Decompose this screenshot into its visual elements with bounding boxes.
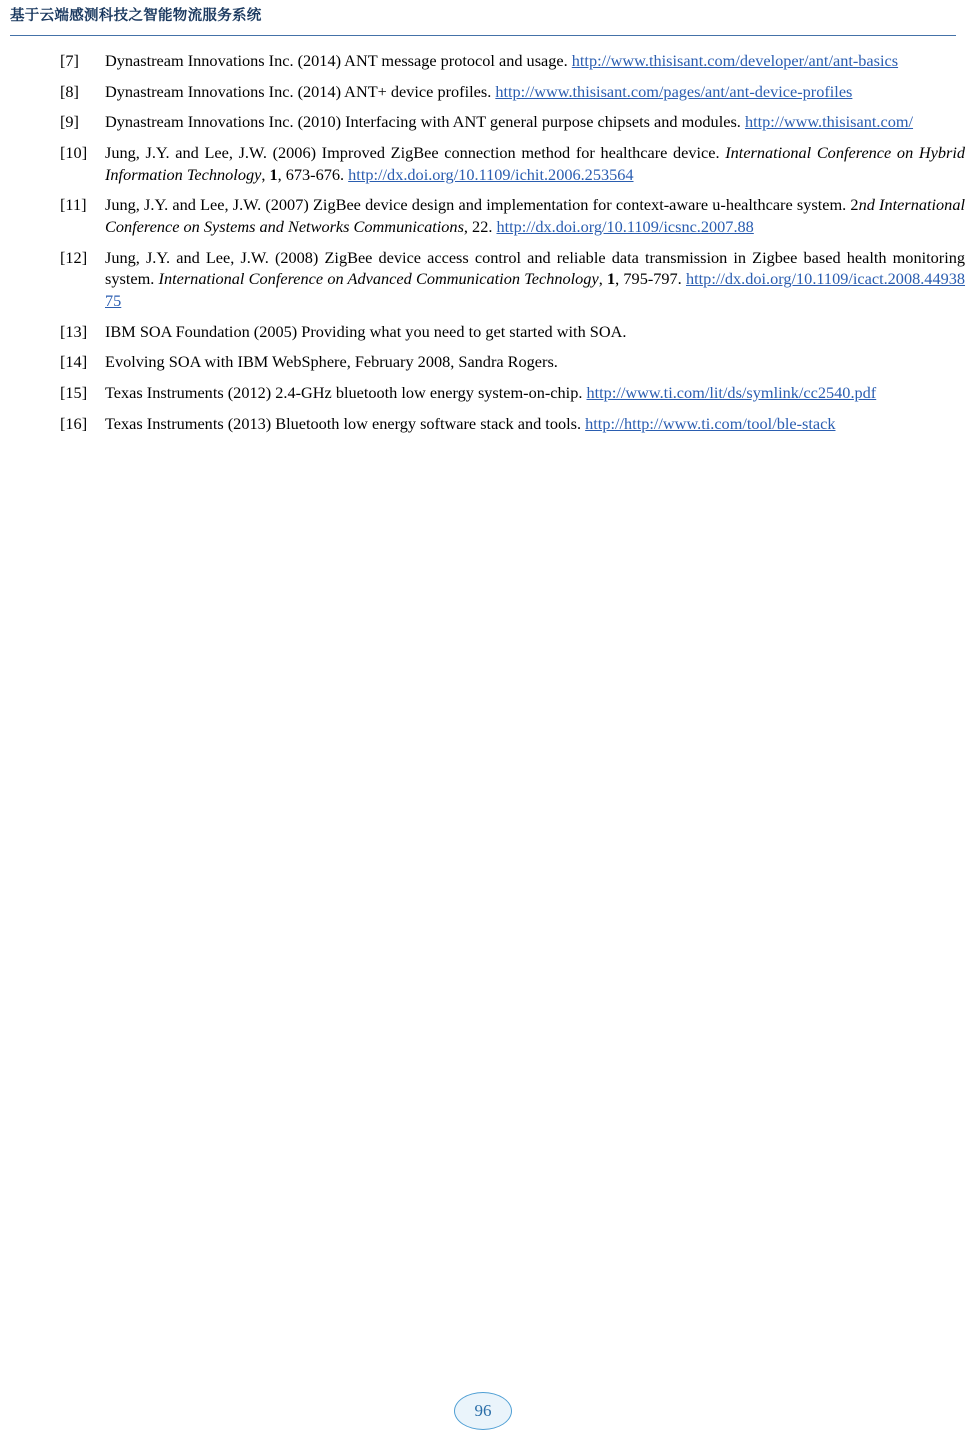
reference-volume: 1 (606, 269, 616, 289)
reference-entry (60, 413, 965, 435)
reference-number: [12] (60, 247, 88, 267)
reference-entry (60, 142, 965, 185)
reference-source-title: International Conference on Hybrid Information Technology (105, 143, 965, 184)
reference-segment: , 673-676. (277, 164, 349, 184)
reference-entry (60, 382, 965, 404)
page-footer (0, 1392, 966, 1430)
header-divider (10, 35, 956, 36)
reference-segment: , 22. (463, 217, 497, 237)
reference-number: [14] (60, 352, 88, 372)
reference-text (105, 111, 965, 133)
reference-link[interactable]: http://www.thisisant.com/developer/ant/ant-basics (571, 51, 899, 70)
reference-source-title: nd International Conference on Systems and Networks Communications (105, 195, 965, 237)
reference-segment: , 795-797. (615, 269, 686, 289)
reference-link[interactable]: http://www.thisisant.com/pages/ant/ant-device-profiles (495, 81, 853, 101)
reference-entry (60, 111, 965, 133)
reference-segment: Jung, J.Y. and Lee, J.W. (2008) ZigBee device access control and reliable data transmission in Zigbee based health monitoring system. (105, 247, 965, 289)
reference-link[interactable]: http://dx.doi.org/10.1109/ichit.2006.253564 (348, 164, 634, 184)
header-title: 基于云端感测科技之智能物流服务系统 (10, 8, 262, 24)
reference-segment: Dynastream Innovations Inc. (2014) ANT+ device profiles. (105, 81, 496, 101)
reference-entry (60, 50, 965, 72)
reference-text (105, 194, 965, 237)
reference-link[interactable]: http://www.ti.com/lit/ds/symlink/cc2540.pdf (586, 383, 877, 403)
reference-segment: Dynastream Innovations Inc. (2010) Interfacing with ANT general purpose chipsets and modules. (105, 112, 745, 132)
reference-number: [11] (60, 195, 87, 215)
reference-segment: Jung, J.Y. and Lee, J.W. (2006) Improved ZigBee connection method for healthcare device. (105, 143, 726, 163)
reference-entry (60, 247, 965, 312)
reference-entry (60, 81, 965, 103)
page-header (0, 8, 966, 25)
reference-segment: Dynastream Innovations Inc. (2014) ANT message protocol and usage. (105, 51, 572, 70)
reference-link[interactable]: http://dx.doi.org/10.1109/icsnc.2007.88 (496, 217, 754, 237)
reference-link[interactable]: http://www.thisisant.com/ (744, 112, 914, 132)
reference-text (105, 142, 965, 185)
reference-text (105, 351, 965, 373)
page-number-badge: 96 (454, 1392, 512, 1430)
references-list (60, 50, 965, 443)
reference-number: [7] (60, 51, 79, 70)
reference-link[interactable]: http://dx.doi.org/10.1109/icact.2008.4493875 (105, 269, 966, 311)
reference-segment: Texas Instruments (2013) Bluetooth low energy software stack and tools. (105, 413, 586, 433)
reference-entry (60, 321, 965, 343)
reference-number: [10] (60, 143, 88, 163)
reference-entry (60, 194, 965, 237)
reference-segment: Texas Instruments (2012) 2.4-GHz bluetooth low energy system-on-chip. (105, 383, 587, 403)
reference-text (105, 382, 965, 404)
reference-link[interactable]: http://http://www.ti.com/tool/ble-stack (585, 413, 836, 433)
reference-number: [9] (60, 112, 79, 132)
reference-volume: 1 (269, 164, 278, 184)
reference-segment: , (598, 269, 607, 289)
reference-text (105, 413, 965, 435)
reference-segment: Evolving SOA with IBM WebSphere, February 2008, Sandra Rogers. (105, 352, 558, 372)
reference-entry (60, 351, 965, 373)
reference-number: [8] (60, 81, 79, 101)
reference-segment: , (261, 164, 270, 184)
reference-number: [13] (60, 321, 88, 341)
reference-segment: Jung, J.Y. and Lee, J.W. (2007) ZigBee device design and implementation for context-aware u-healthcare system. 2 (105, 195, 859, 215)
reference-text (105, 247, 965, 312)
reference-number: [15] (60, 383, 88, 403)
reference-text (105, 321, 965, 343)
reference-source-title: International Conference on Advanced Communication Technology (158, 269, 599, 289)
reference-number: [16] (60, 413, 88, 433)
reference-text (105, 50, 965, 72)
reference-text (105, 81, 965, 103)
reference-segment: IBM SOA Foundation (2005) Providing what you need to get started with SOA. (105, 321, 627, 341)
